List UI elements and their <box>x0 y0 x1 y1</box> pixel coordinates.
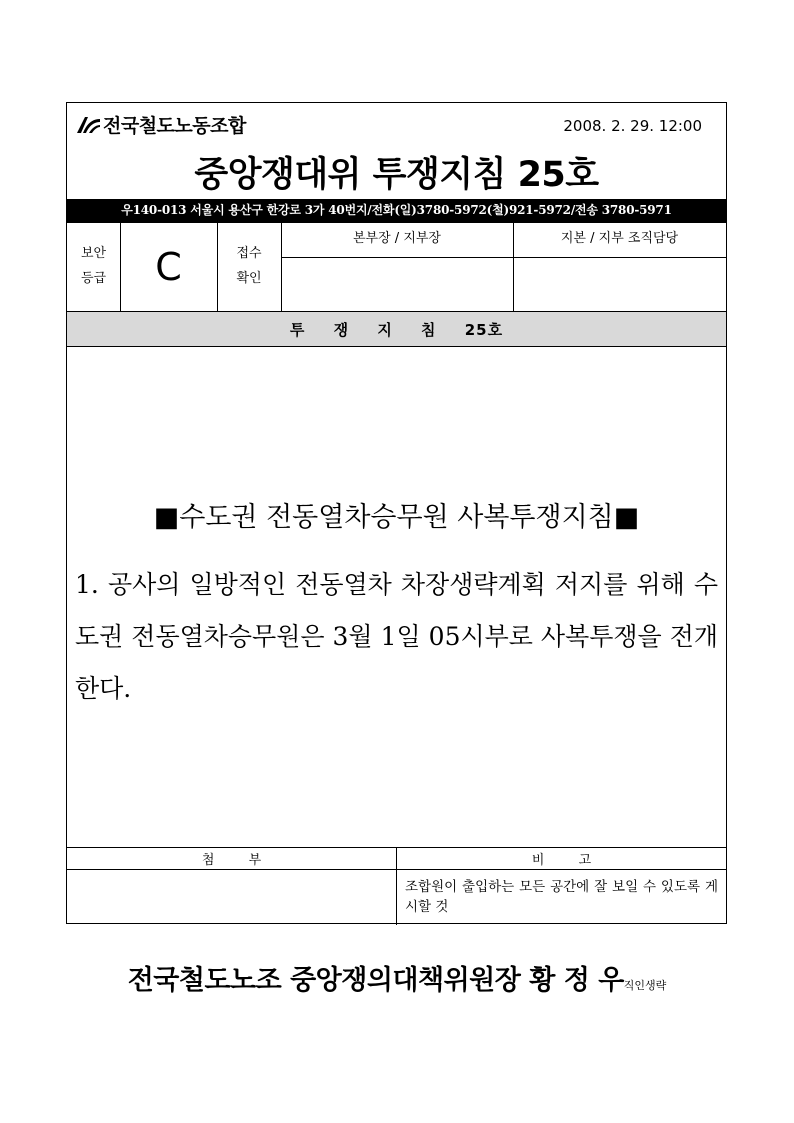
section-title: 투 쟁 지 침 25호 <box>67 311 726 347</box>
address-bar: 우140-013 서울시 용산구 한강로 3가 40번지/전화(일)3780-5972(철)921-5972/전송 3780-5971 <box>67 199 726 222</box>
issue-date: 2008. 2. 29. 12:00 <box>563 117 702 135</box>
document-frame <box>66 102 727 924</box>
receipt-label-line2: 확인 <box>236 270 262 286</box>
receipt-label-line1: 접수 <box>236 245 262 261</box>
attachment-header: 첨 부 <box>201 852 262 868</box>
hq-chief-header: 본부장 / 지부장 <box>353 231 441 247</box>
union-logo <box>75 111 246 137</box>
note-header: 비 고 <box>531 852 592 868</box>
receipt-check-label <box>217 222 281 311</box>
organizer-signature-box[interactable] <box>513 258 726 311</box>
note-value: 조합원이 출입하는 모든 공간에 잘 보일 수 있도록 게시할 것 <box>405 879 718 915</box>
train-logo-icon <box>75 113 101 135</box>
signature-text: 전국철도노조 중앙쟁의대책위원장 황 정 우 <box>127 965 624 996</box>
attachment-value <box>67 870 396 925</box>
seal-omitted-note: 직인생략 <box>623 979 667 992</box>
security-label-line2: 등급 <box>80 270 107 286</box>
signature-line <box>0 958 794 997</box>
hq-chief-signature-box[interactable] <box>281 258 513 311</box>
page-title: 중앙쟁대위 투쟁지침 25호 <box>194 155 599 195</box>
directive-heading: ■수도권 전동열차승무원 사복투쟁지침■ <box>153 502 640 533</box>
security-level-label <box>67 222 120 311</box>
security-grade-value: C <box>155 244 182 289</box>
security-label-line1: 보안 <box>80 245 107 261</box>
org-name: 전국철도노동조합 <box>103 114 246 137</box>
directive-paragraph: 1. 공사의 일방적인 전동열차 차장생략계획 저지를 위해 수도권 전동열차승무원은 3월 1일 05시부로 사복투쟁을 전개한다. <box>75 570 718 703</box>
organizer-header: 지본 / 지부 조직담당 <box>560 231 679 247</box>
